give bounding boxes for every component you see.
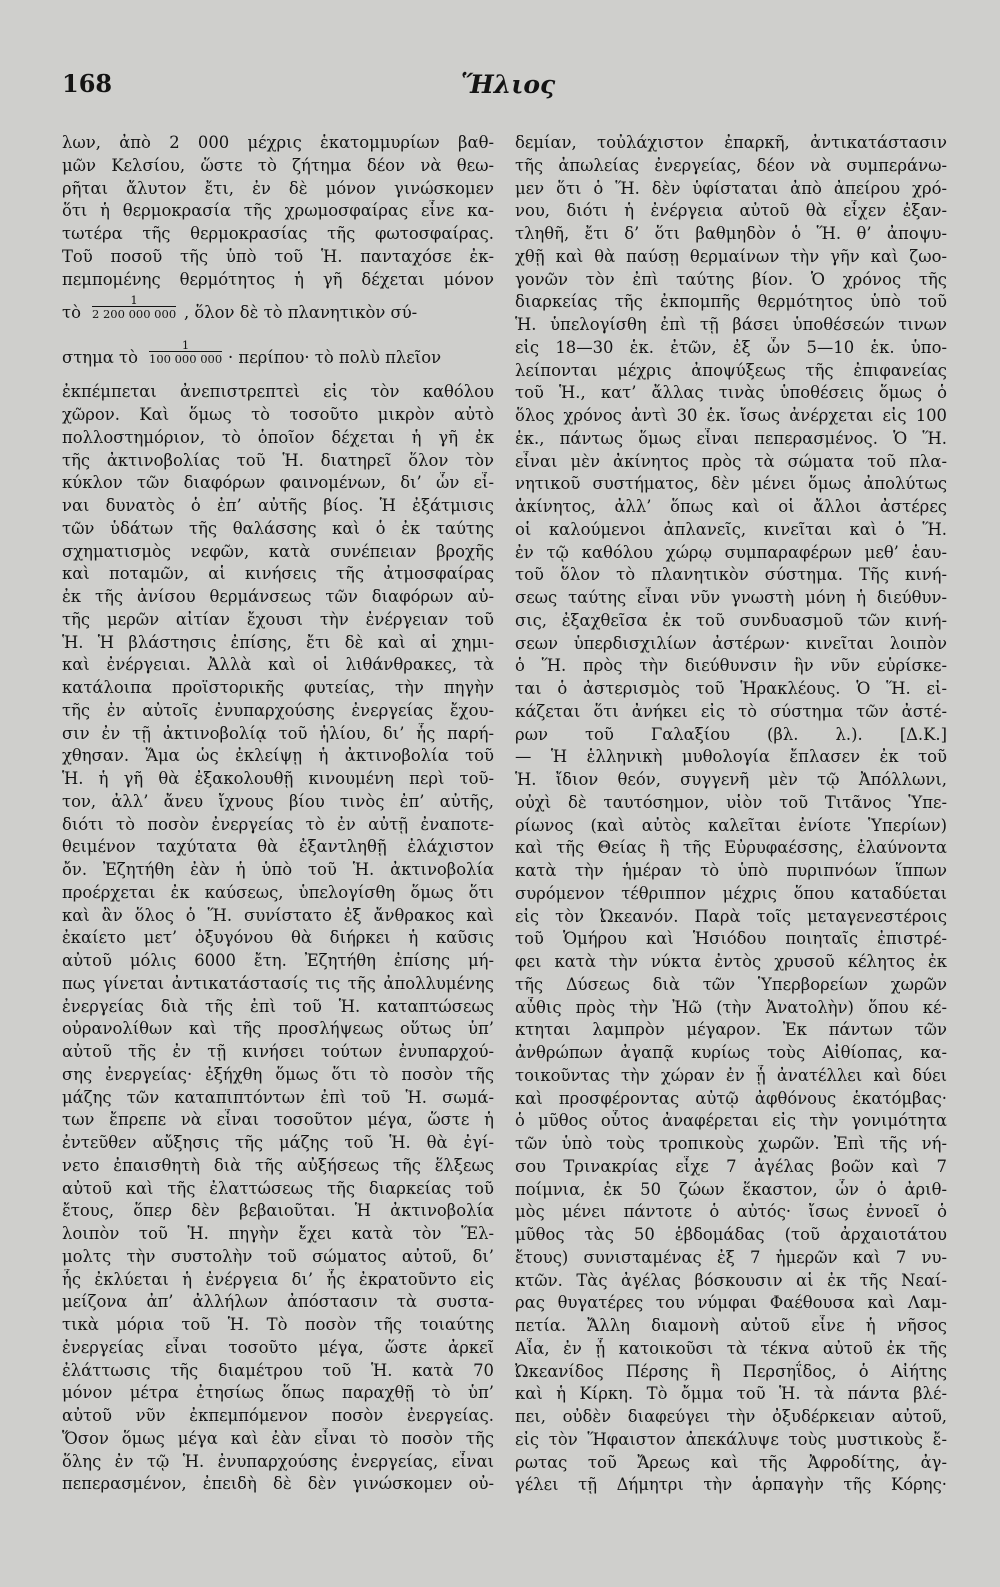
text-line: κατὰ τὴν ἡμέραν τὸ ὑπὸ πυριπνόων ἵππων: [515, 861, 947, 880]
text-line: εἰς τὸν Ὠκεανόν. Παρὰ τοῖς μεταγενεστέροις: [515, 906, 947, 926]
text-line: κτῶν. Τὰς ἀγέλας βόσκουσιν αἱ ἐκ τῆς Νεαί-: [515, 1270, 947, 1290]
fraction-system: [149, 339, 222, 365]
fraction-numerator: 1: [149, 339, 222, 352]
text-line: πεπερασμένον, ἐπειδὴ δὲ δὲν γινώσκομεν οὐ-: [62, 1474, 494, 1494]
running-title: Ἥλιος: [461, 70, 556, 99]
text-line: οἱ καλούμενοι ἀπλανεῖς, κινεῖται καὶ ὁ Ἥ.: [515, 519, 947, 539]
page-number: 168: [62, 69, 113, 98]
text-line: αὖθις πρὸς τὴν Ἠῶ (τὴν Ἀνατολὴν) ὅπου κέ-: [515, 997, 947, 1017]
text-line: Ἡ. ὑπελογίσθη ἐπὶ τῇ βάσει ὑποθέσεών τινων: [515, 315, 947, 334]
text-line: πετία. Ἄλλη διαμονὴ αὐτοῦ εἶνε ἡ νῆσος: [515, 1316, 947, 1335]
text-line: ναι δυνατὸς ὁ ἐπ’ αὐτῆς βίος. Ἡ ἐξάτμισις: [62, 496, 494, 515]
text-line: ὅτι ἡ θερμοκρασία τῆς χρωμοσφαίρας εἶνε κα-: [62, 201, 494, 221]
text-line: τοῦ ὅλον τὸ πλανητικὸν σύστημα. Τῆς κινή-: [515, 565, 947, 585]
text-line: τῆς ἀπωλείας ἐνεργείας, δέον νὰ συμπεράνω-: [515, 155, 947, 175]
text-line: νου, διότι ἡ ἐνέργεια αὐτοῦ θὰ εἶχεν ἐξαν-: [515, 201, 947, 221]
text-line: ὁ Ἥ. πρὸς τὴν διεύθυνσιν ἣν νῦν εὑρίσκε-: [515, 656, 947, 676]
text-line: ρίωνος (καὶ αὐτὸς καλεῖται ἐνίοτε Ὑπερίων): [515, 815, 947, 835]
formula-prefix: στημα τὸ: [62, 348, 138, 368]
text-line: ἐκ τῆς ἀνίσου θερμάνσεως τῶν διαφόρων αὐ-: [62, 587, 494, 606]
text-line: γέλει τῇ Δήμητρι τὴν ἁρπαγὴν τῆς Κόρης·: [515, 1475, 947, 1495]
text-line: οὐρανολίθων καὶ τῆς προσλήψεως οὕτως ὑπ’: [62, 1019, 494, 1039]
text-line: καὶ προσφέροντας αὐτῷ ἀφθόνους ἑκατόμβας·: [515, 1088, 947, 1108]
text-line: ὁ μῦθος οὗτος ἀναφέρεται εἰς τὴν γονιμότητα: [515, 1111, 947, 1131]
text-line: ἐν τῷ καθόλου χώρῳ συμπαραφέρων μεθ’ ἑαυ-: [515, 542, 947, 562]
text-line: μῦθος τὰς 50 ἑβδομάδας (τοῦ ἀρχαιοτάτου: [515, 1225, 947, 1244]
text-line: καὶ ποταμῶν, αἱ κινήσεις τῆς ἀτμοσφαίρας: [62, 564, 494, 584]
text-line: πει, οὐδὲν διαφεύγει τὴν ὀξυδέρκειαν αὐτοῦ,: [515, 1407, 947, 1426]
text-line: σου Τρινακρίας εἶχε 7 ἀγέλας βοῶν καὶ 7: [515, 1156, 947, 1176]
fraction-line-earth: [62, 291, 494, 336]
text-line: Ὠκεανίδος Πέρσης ἢ Περσηΐδος, ὁ Αἰήτης: [515, 1361, 947, 1381]
text-line: τικὰ μόρια τοῦ Ἡ. Τὸ ποσὸν τῆς τοιαύτης: [62, 1315, 494, 1334]
text-line: ρας θυγατέρες του νύμφαι Φαέθουσα καὶ Λαμ-: [515, 1293, 947, 1313]
text-line: προέρχεται ἐκ καύσεως, ὑπελογίσθη ὅμως ὅτι: [62, 882, 494, 902]
text-line: αὐτοῦ νῦν ἐκπεμπόμενον ποσὸν ἐνεργείας.: [62, 1406, 494, 1425]
text-line: τῆς μερῶν αἰτίαν ἔχουσι τὴν ἐνέργειαν τοῦ: [62, 609, 494, 629]
text-line: τῶν ὑδάτων τῆς θαλάσσης καὶ ὁ ἐκ ταύτης: [62, 518, 494, 538]
text-line: τον, ἀλλ’ ἄνευ ἴχνους βίου τινὸς ἐπ’ αὐτῆς,: [62, 791, 494, 811]
text-line: ἐντεῦθεν αὔξησις τῆς μάζης τοῦ Ἡ. θὰ ἐγί-: [62, 1133, 494, 1152]
text-line: ἐνεργείας διὰ τῆς ἐπὶ τοῦ Ἡ. καταπτώσεως: [62, 996, 494, 1016]
text-line: των ἔπρεπε νὰ εἶναι τοσοῦτον μέγα, ὥστε ἡ: [62, 1110, 494, 1130]
text-line: καὶ ἡ Κίρκη. Τὸ ὄμμα τοῦ Ἡ. τὰ πάντα βλέ-: [515, 1384, 947, 1404]
text-line: αὐτοῦ καὶ τῆς ἐλαττώσεως τῆς διαρκείας τοῦ: [62, 1178, 494, 1198]
text-line: διότι τὸ ποσὸν ἐνεργείας τὸ ἐν αὐτῇ ἐναποτε-: [62, 814, 494, 834]
text-line: Ἡ. ἴδιον θεόν, συγγενῆ μὲν τῷ Ἀπόλλωνι,: [515, 770, 947, 789]
text-line: ἐνεργείας εἶναι τοσοῦτο μέγα, ὥστε ἀρκεῖ: [62, 1337, 494, 1357]
fraction-denominator: 100 000 000: [149, 352, 223, 367]
fraction-line-system: [62, 336, 494, 381]
text-line: διαρκείας τῆς ἐκπομπῆς θερμότητος ὑπὸ τοῦ: [515, 292, 947, 312]
text-line: κύκλον τῶν διαφόρων φαινομένων, δι’ ὧν εἶ-: [62, 473, 494, 493]
text-line: μὸς μένει πάντοτε ὁ αὐτός· ἴσως ἐννοεῖ ὁ: [515, 1202, 947, 1222]
text-line: τῶν ὑπὸ τοὺς τροπικοὺς χωρῶν. Ἐπὶ τῆς νή-: [515, 1134, 947, 1153]
fraction-denominator: 2 200 000 000: [92, 307, 177, 322]
text-line: εἰς 18—30 ἑκ. ἐτῶν, ἐξ ὧν 5—10 ἑκ. ὑπο-: [515, 337, 947, 357]
formula-suffix: · περίπου· τὸ πολὺ πλεῖον: [228, 348, 442, 368]
fraction-numerator: 1: [92, 294, 176, 307]
text-line: τοικοῦντας τὴν χώραν ἐν ᾗ ἀνατέλλει καὶ δύει: [515, 1065, 947, 1085]
text-line: χθῇ καὶ θὰ παύσῃ θερμαίνων τὴν γῆν καὶ ζωο-: [515, 246, 947, 266]
text-line: φει κατὰ τὴν νύκτα ἐντὸς χρυσοῦ κέλητος ἐκ: [515, 952, 947, 971]
text-line: λοιπὸν τοῦ Ἡ. πηγὴν ἔχει κατὰ τὸν Ἕλ-: [62, 1224, 494, 1243]
text-line: σις, ἐξαχθεῖσα ἐκ τοῦ συνδυασμοῦ τῶν κινή-: [515, 610, 947, 630]
text-line: καὶ ἐνέργειαι. Ἀλλὰ καὶ οἱ λιθάνθρακες, τὰ: [62, 655, 494, 675]
text-line: κτηται λαμπρὸν μέγαρον. Ἐκ πάντων τῶν: [515, 1020, 947, 1040]
text-line: σεων ὑπερδισχιλίων ἀστέρων· κινεῖται λοιπὸν: [515, 633, 947, 653]
text-line: ρωτας τοῦ Ἄρεως καὶ τῆς Ἀφροδίτης, ἀγ-: [515, 1452, 947, 1472]
text-line: σιν ἐν τῇ ἀκτινοβολίᾳ τοῦ ἡλίου, δι’ ἧς παρή-: [62, 723, 494, 743]
text-line: ρῆται ἄλυτον ἔτι, ἐν δὲ μόνον γινώσκομεν: [62, 178, 494, 198]
text-line: Ἡ. Ἡ βλάστησις ἐπίσης, ἔτι δὲ καὶ αἱ χημι-: [62, 632, 494, 652]
text-line: αὐτοῦ μόλις 6000 ἔτη. Ἐζητήθη ἐπίσης μή-: [62, 951, 494, 970]
text-line: ρων τοῦ Γαλαξίου (βλ. λ.). [Δ.Κ.]: [515, 724, 947, 744]
text-line: αὐτοῦ τῆς ἐν τῇ κινήσει τούτων ἐνυπαρχού-: [62, 1042, 494, 1061]
text-line: χῶρον. Καὶ ὅμως τὸ τοσοῦτο μικρὸν αὐτὸ: [62, 405, 494, 424]
text-line: ὅλης ἐν τῷ Ἡ. ἐνυπαρχούσης ἐνεργείας, εἶναι: [62, 1451, 494, 1471]
text-line: ἀκίνητος, ἀλλ’ ὅπως καὶ οἱ ἄλλοι ἀστέρες: [515, 497, 947, 516]
text-line: γονῶν τὸν ἐπὶ ταύτης βίον. Ὁ χρόνος τῆς: [515, 269, 947, 289]
text-line: ὅλος χρόνος ἀντὶ 30 ἑκ. ἴσως ἀνέρχεται εἰς 100: [515, 406, 947, 425]
text-line: κατάλοιπα προϊστορικῆς φυτείας, τὴν πηγὴν: [62, 678, 494, 697]
text-line: τῆς ἐν αὐτοῖς ἐνυπαρχούσης ἐνεργείας ἔχου-: [62, 700, 494, 720]
text-line: λείπονται μέχρις ἀποψύξεως τῆς ἐπιφανείας: [515, 360, 947, 380]
text-line: ποίμνια, ἐκ 50 ζώων ἕκαστον, ὧν ὁ ἀριθ-: [515, 1179, 947, 1199]
text-line: μόνον μέτρα ἐτησίως ὅπως παραχθῇ τὸ ὑπ’: [62, 1383, 494, 1403]
text-line: ται ὁ ἀστερισμὸς τοῦ Ἡρακλέους. Ὁ Ἥ. εἰ-: [515, 679, 947, 698]
text-line: μείζονα ἀπ’ ἀλλήλων ἀπόστασιν τὰ συστα-: [62, 1292, 494, 1312]
text-line: πεμπομένης θερμότητος ἡ γῆ δέχεται μόνον: [62, 269, 494, 289]
right-body-text: [515, 132, 947, 1497]
text-line: λων, ἀπὸ 2 000 μέχρις ἑκατομμυρίων βαθ-: [62, 133, 494, 152]
text-line: ἐκπέμπεται ἀνεπιστρεπτεὶ εἰς τὸν καθόλου: [62, 382, 494, 402]
text-line: ἔτους) συνισταμένας ἐξ 7 ἡμερῶν καὶ 7 νυ-: [515, 1247, 947, 1267]
text-line: ἧς ἐκλύεται ἡ ἐνέργεια δι’ ἧς ἐκρατοῦντο εἰς: [62, 1269, 494, 1289]
text-line: Τοῦ ποσοῦ τῆς ὑπὸ τοῦ Ἡ. πανταχόσε ἐκ-: [62, 246, 494, 266]
text-line: σχηματισμὸς νεφῶν, κατὰ συνέπειαν βροχῆς: [62, 541, 494, 561]
text-line: νητικοῦ συστήματος, δὲν μένει ὅμως ἀπολύτως: [515, 474, 947, 494]
text-line: πως γίνεται ἀντικατάστασίς τις τῆς ἀπολλυμένης: [62, 973, 494, 993]
text-line: ἔτους, ὅπερ δὲν βεβαιοῦται. Ἡ ἀκτινοβολία: [62, 1201, 494, 1221]
text-line: μῶν Κελσίου, ὥστε τὸ ζήτημα δέον νὰ θεω-: [62, 155, 494, 175]
text-line: ἐλάττωσις τῆς διαμέτρου τοῦ Ἡ. κατὰ 70: [62, 1360, 494, 1380]
text-line: οὐχὶ δὲ ταυτόσημον, υἱὸν τοῦ Τιτᾶνος Ὑπε-: [515, 792, 947, 812]
text-line: σεως ταύτης εἶναι νῦν γνωστὴ μόνη ἡ διεύθυν-: [515, 588, 947, 607]
text-line: κάζεται ὅτι ἀνήκει εἰς τὸ σύστημα τῶν ἀστέ-: [515, 701, 947, 721]
text-line: Αἶα, ἐν ᾗ κατοικοῦσι τὰ τέκνα αὐτοῦ ἐκ τῆς: [515, 1338, 947, 1358]
fraction-earth: [92, 294, 176, 320]
text-line: συρόμενον τέθριππον μέχρις ὅπου καταδύεται: [515, 883, 947, 903]
text-line: ἐκαίετο μετ’ ὀξυγόνου θὰ διήρκει ἡ καῦσις: [62, 928, 494, 948]
text-line: ἑκ., πάντως ὅμως εἶναι πεπερασμένος. Ὁ Ἥ.: [515, 428, 947, 448]
text-line: τωτέρα τῆς θερμοκρασίας τῆς φωτοσφαίρας.: [62, 224, 494, 243]
text-line: ἀνθρώπων ἀγαπᾷ κυρίως τοὺς Αἰθίοπας, κα-: [515, 1043, 947, 1062]
text-line: Ὅσον ὅμως μέγα καὶ ἐὰν εἶναι τὸ ποσὸν τῆς: [62, 1428, 494, 1448]
text-line: καὶ ἂν ὅλος ὁ Ἥ. συνίστατο ἐξ ἄνθρακος καὶ: [62, 905, 494, 925]
text-line: τῆς ἀκτινοβολίας τοῦ Ἡ. διατηρεῖ ὅλον τὸν: [62, 450, 494, 470]
text-line: πολλοστημόριον, τὸ ὁποῖον δέχεται ἡ γῆ ἐκ: [62, 427, 494, 447]
text-line: τοῦ Ὁμήρου καὶ Ἡσιόδου ποιηταῖς ἐπιστρέ-: [515, 929, 947, 949]
text-line: τοῦ Ἡ., κατ’ ἄλλας τινὰς ὑποθέσεις ὅμως ὁ: [515, 383, 947, 403]
text-line: μεν ὅτι ὁ Ἥ. δὲν ὑφίσταται ἀπὸ ἀπείρου χρό-: [515, 178, 947, 198]
text-line: — Ἡ ἑλληνικὴ μυθολογία ἔπλασεν ἐκ τοῦ: [515, 747, 947, 767]
right-column: [515, 132, 947, 1497]
text-line: Ἡ. ἡ γῆ θὰ ἐξακολουθῇ κινουμένη περὶ τοῦ-: [62, 769, 494, 788]
text-line: ὄν. Ἐζητήθη ἐὰν ἡ ὑπὸ τοῦ Ἡ. ἀκτινοβολία: [62, 860, 494, 879]
left-body-text: [62, 381, 494, 1496]
left-column: [62, 132, 494, 1496]
text-line: μάζης τῶν καταπιπτόντων ἐπὶ τοῦ Ἡ. σωμά-: [62, 1087, 494, 1107]
formula-suffix: , ὅλον δὲ τὸ πλανητικὸν σύ-: [184, 303, 418, 323]
text-line: δεμίαν, τοὐλάχιστον ἐπαρκῆ, ἀντικατάστασιν: [515, 133, 947, 152]
text-line: καὶ τῆς Θείας ἢ τῆς Εὐρυφαέσσης, ἐλαύνοντα: [515, 838, 947, 858]
text-line: σης ἐνεργείας· ἐξήχθη ὅμως ὅτι τὸ ποσὸν τῆς: [62, 1064, 494, 1084]
formula-prefix: τὸ: [62, 303, 81, 323]
text-line: θειμένον ταχύτατα θὰ ἐξαντληθῇ ἐλάχιστον: [62, 837, 494, 857]
text-line: τληθῆ, ἔτι δ’ ὅτι βαθμηδὸν ὁ Ἥ. θ’ ἀποψυ-: [515, 224, 947, 243]
text-line: εἰς τὸν Ἥφαιστον ἀπεκάλυψε τοὺς μυστικοὺς ἔ-: [515, 1429, 947, 1449]
text-line: εἶναι μὲν ἀκίνητος πρὸς τὰ σώματα τοῦ πλα-: [515, 451, 947, 471]
text-line: μολτς τὴν συστολὴν τοῦ σώματος αὐτοῦ, δι’: [62, 1246, 494, 1266]
text-line: νετο ἐπαισθητὴ διὰ τῆς αὐξήσεως τῆς ἕλξεως: [62, 1155, 494, 1175]
text-line: χθησαν. Ἅμα ὡς ἐκλείψῃ ἡ ἀκτινοβολία τοῦ: [62, 746, 494, 766]
text-line: τῆς Δύσεως διὰ τῶν Ὑπερβορείων χωρῶν: [515, 974, 947, 994]
